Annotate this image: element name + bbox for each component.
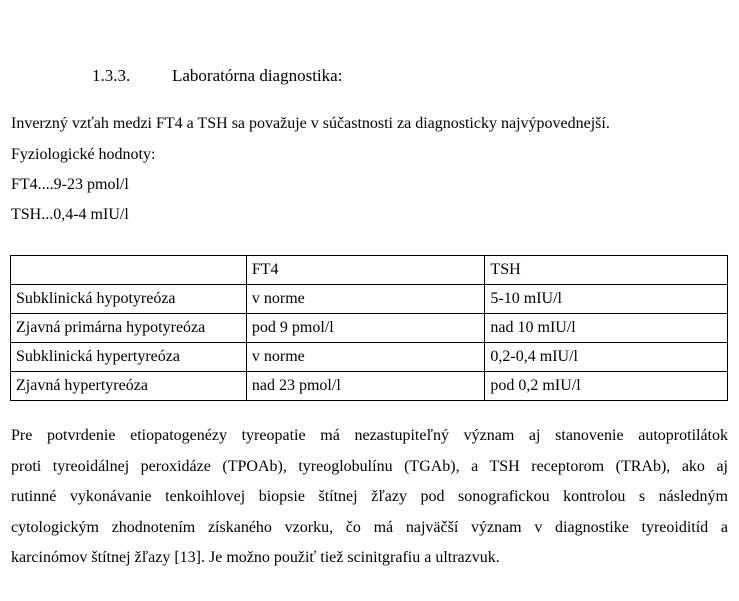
paragraph-line: proti tyreoidálnej peroxidáze (TPOAb), tyreoglobulínu (TGAb), a TSH receptorom (TRAb), ako aj bbox=[11, 457, 728, 475]
table-cell: Zjavná primárna hypotyreóza bbox=[11, 314, 247, 343]
paragraph-line: rutinné vykonávanie tenkoihlovej biopsie štítnej žľazy pod sonografickou kontrolou s následným bbox=[11, 488, 728, 505]
table-cell: Zjavná hypertyreóza bbox=[11, 372, 247, 401]
table-header-row bbox=[11, 256, 728, 285]
table-cell: nad 10 mIU/l bbox=[485, 314, 728, 343]
ft4-range: FT4....9-23 pmol/l bbox=[11, 176, 129, 193]
table-cell: 0,2-0,4 mIU/l bbox=[485, 343, 728, 372]
table-row bbox=[11, 372, 728, 401]
table-header-cell: TSH bbox=[485, 256, 728, 285]
section-heading bbox=[92, 66, 342, 86]
table-header-cell: FT4 bbox=[246, 256, 485, 285]
intro-sentence: Inverzný vzťah medzi FT4 a TSH sa považuje v súčastnosti za diagnosticky najvýpovednejší. bbox=[11, 115, 610, 132]
table-cell: Subklinická hypotyreóza bbox=[11, 285, 247, 314]
physiological-values-label: Fyziologické hodnoty: bbox=[11, 146, 156, 163]
table-cell: 5-10 mIU/l bbox=[485, 285, 728, 314]
table-cell: v norme bbox=[246, 343, 485, 372]
table-cell: nad 23 pmol/l bbox=[246, 372, 485, 401]
body-paragraph bbox=[11, 421, 728, 574]
table-row bbox=[11, 285, 728, 314]
table-cell: pod 9 pmol/l bbox=[246, 314, 485, 343]
paragraph-line: karcinómov štítnej žľazy [13]. Je možno použiť tiež scinitgrafiu a ultrazvuk. bbox=[11, 549, 500, 566]
tsh-range: TSH...0,4-4 mIU/l bbox=[11, 206, 129, 223]
table-header-cell bbox=[11, 256, 247, 285]
paragraph-line: Pre potvrdenie etiopatogenézy tyreopatie má nezastupiteľný význam aj stanovenie autoprotilátok bbox=[11, 427, 728, 444]
lab-values-table bbox=[10, 255, 728, 401]
table-cell: pod 0,2 mIU/l bbox=[485, 372, 728, 401]
table-cell: Subklinická hypertyreóza bbox=[11, 343, 247, 372]
section-number: 1.3.3. bbox=[92, 66, 131, 85]
table-row bbox=[11, 343, 728, 372]
paragraph-line: cytologickým zhodnotením získaného vzorku, čo má najväčší význam v diagnostike tyreoiditíd a bbox=[11, 518, 728, 536]
section-title: Laboratórna diagnostika: bbox=[172, 66, 343, 85]
table-cell: v norme bbox=[246, 285, 485, 314]
table-row bbox=[11, 314, 728, 343]
